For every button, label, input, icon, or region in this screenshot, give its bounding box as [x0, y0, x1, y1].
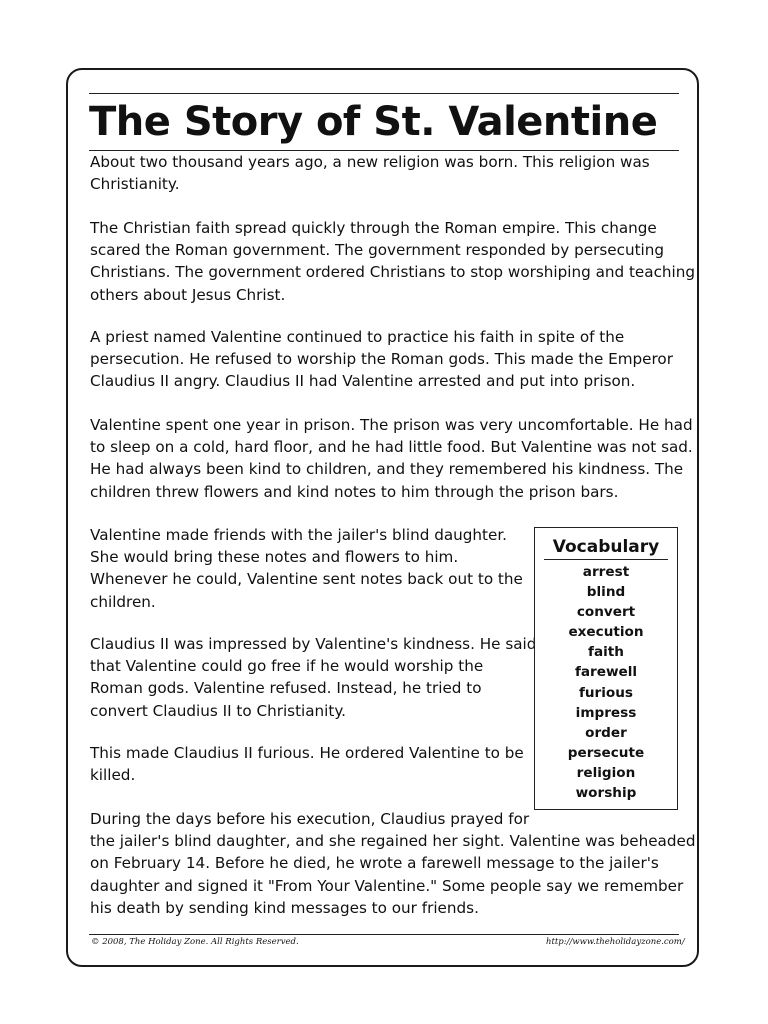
vocabulary-word: convert: [576, 604, 636, 621]
paragraph-line: children threw flowers and kind notes to him through the prison bars.: [90, 482, 619, 501]
paragraph-line: the jailer's blind daughter, and she regained her sight. Valentine was beheaded: [90, 832, 696, 851]
vocabulary-word: order: [585, 724, 627, 741]
paragraph-6: [90, 633, 536, 722]
paragraph-line: that Valentine could go free if he would worship the: [90, 657, 484, 676]
vocabulary-word: arrest: [582, 564, 630, 580]
paragraph-line: Roman gods. Valentine refused. Instead, he tried to: [90, 679, 482, 698]
paragraph-line: Claudius II angry. Claudius II had Valentine arrested and put into prison.: [90, 372, 636, 391]
copyright-notice: © 2008, The Holiday Zone. All Rights Reserved.: [91, 937, 299, 947]
paragraph-line: The Christian faith spread quickly through the Roman empire. This change: [90, 219, 657, 237]
paragraph-line: Valentine made friends with the jailer's blind daughter.: [90, 526, 508, 544]
vocabulary-divider: [544, 559, 668, 560]
paragraph-4: [90, 414, 693, 503]
paragraph-line: Claudius II was impressed by Valentine's kindness. He said: [90, 635, 537, 653]
paragraph-line: on February 14. Before he died, he wrote a farewell message to the jailer's: [90, 854, 659, 873]
vocabulary-title: Vocabulary: [552, 537, 660, 557]
paragraph-line: daughter and signed it "From Your Valentine." Some people say we remember: [90, 876, 684, 895]
vocabulary-word: worship: [575, 785, 637, 802]
paragraph-2: [90, 217, 695, 306]
paragraph-7: [90, 742, 524, 786]
paragraph-line: Christianity.: [90, 175, 180, 194]
footer-url: http://www.theholidayzone.com/: [546, 937, 685, 947]
paragraph-line: convert Claudius II to Christianity.: [90, 701, 347, 720]
paragraph-line: About two thousand years ago, a new religion was born. This religion was: [90, 153, 650, 171]
paragraph-line: to sleep on a cold, hard floor, and he had little food. But Valentine was not sad.: [90, 438, 693, 457]
vocabulary-word: farewell: [574, 664, 638, 681]
paragraph-line: persecution. He refused to worship the Roman gods. This made the Emperor: [90, 350, 673, 369]
vocabulary-word: furious: [578, 684, 634, 701]
vocabulary-word: impress: [575, 704, 637, 721]
vocabulary-list: [535, 562, 677, 803]
paragraph-line: scared the Roman government. The government responded by persecuting: [90, 241, 665, 260]
vocabulary-box: [534, 527, 678, 810]
paragraph-5: [90, 524, 523, 613]
paragraph-line: She would bring these notes and flowers to him.: [90, 548, 459, 567]
paragraph-line: A priest named Valentine continued to practice his faith in spite of the: [90, 328, 625, 346]
footer-rule: [89, 934, 679, 935]
paragraph-line: Valentine spent one year in prison. The prison was very uncomfortable. He had: [90, 416, 693, 434]
paragraph-line: others about Jesus Christ.: [90, 285, 286, 304]
paragraph-line: During the days before his execution, Claudius prayed for: [90, 810, 530, 828]
paragraph-line: killed.: [90, 766, 136, 785]
paragraph-8: [90, 808, 695, 919]
vocabulary-word: blind: [586, 584, 626, 601]
paragraph-line: Christians. The government ordered Christians to stop worshiping and teaching: [90, 263, 696, 282]
vocabulary-word: religion: [576, 764, 636, 781]
paragraph-line: Whenever he could, Valentine sent notes back out to the: [90, 570, 523, 589]
paragraph-line: He had always been kind to children, and they remembered his kindness. The: [90, 460, 684, 479]
paragraph-line: his death by sending kind messages to our friends.: [90, 898, 479, 917]
vocabulary-word: persecute: [567, 744, 645, 761]
paragraph-line: This made Claudius II furious. He ordered Valentine to be: [90, 744, 524, 762]
paragraph-1: [90, 151, 650, 195]
paragraph-line: children.: [90, 592, 156, 611]
page-title: The Story of St. Valentine: [89, 99, 658, 145]
vocabulary-word: faith: [588, 644, 624, 661]
paragraph-3: [90, 326, 673, 393]
vocabulary-word: execution: [568, 624, 644, 641]
